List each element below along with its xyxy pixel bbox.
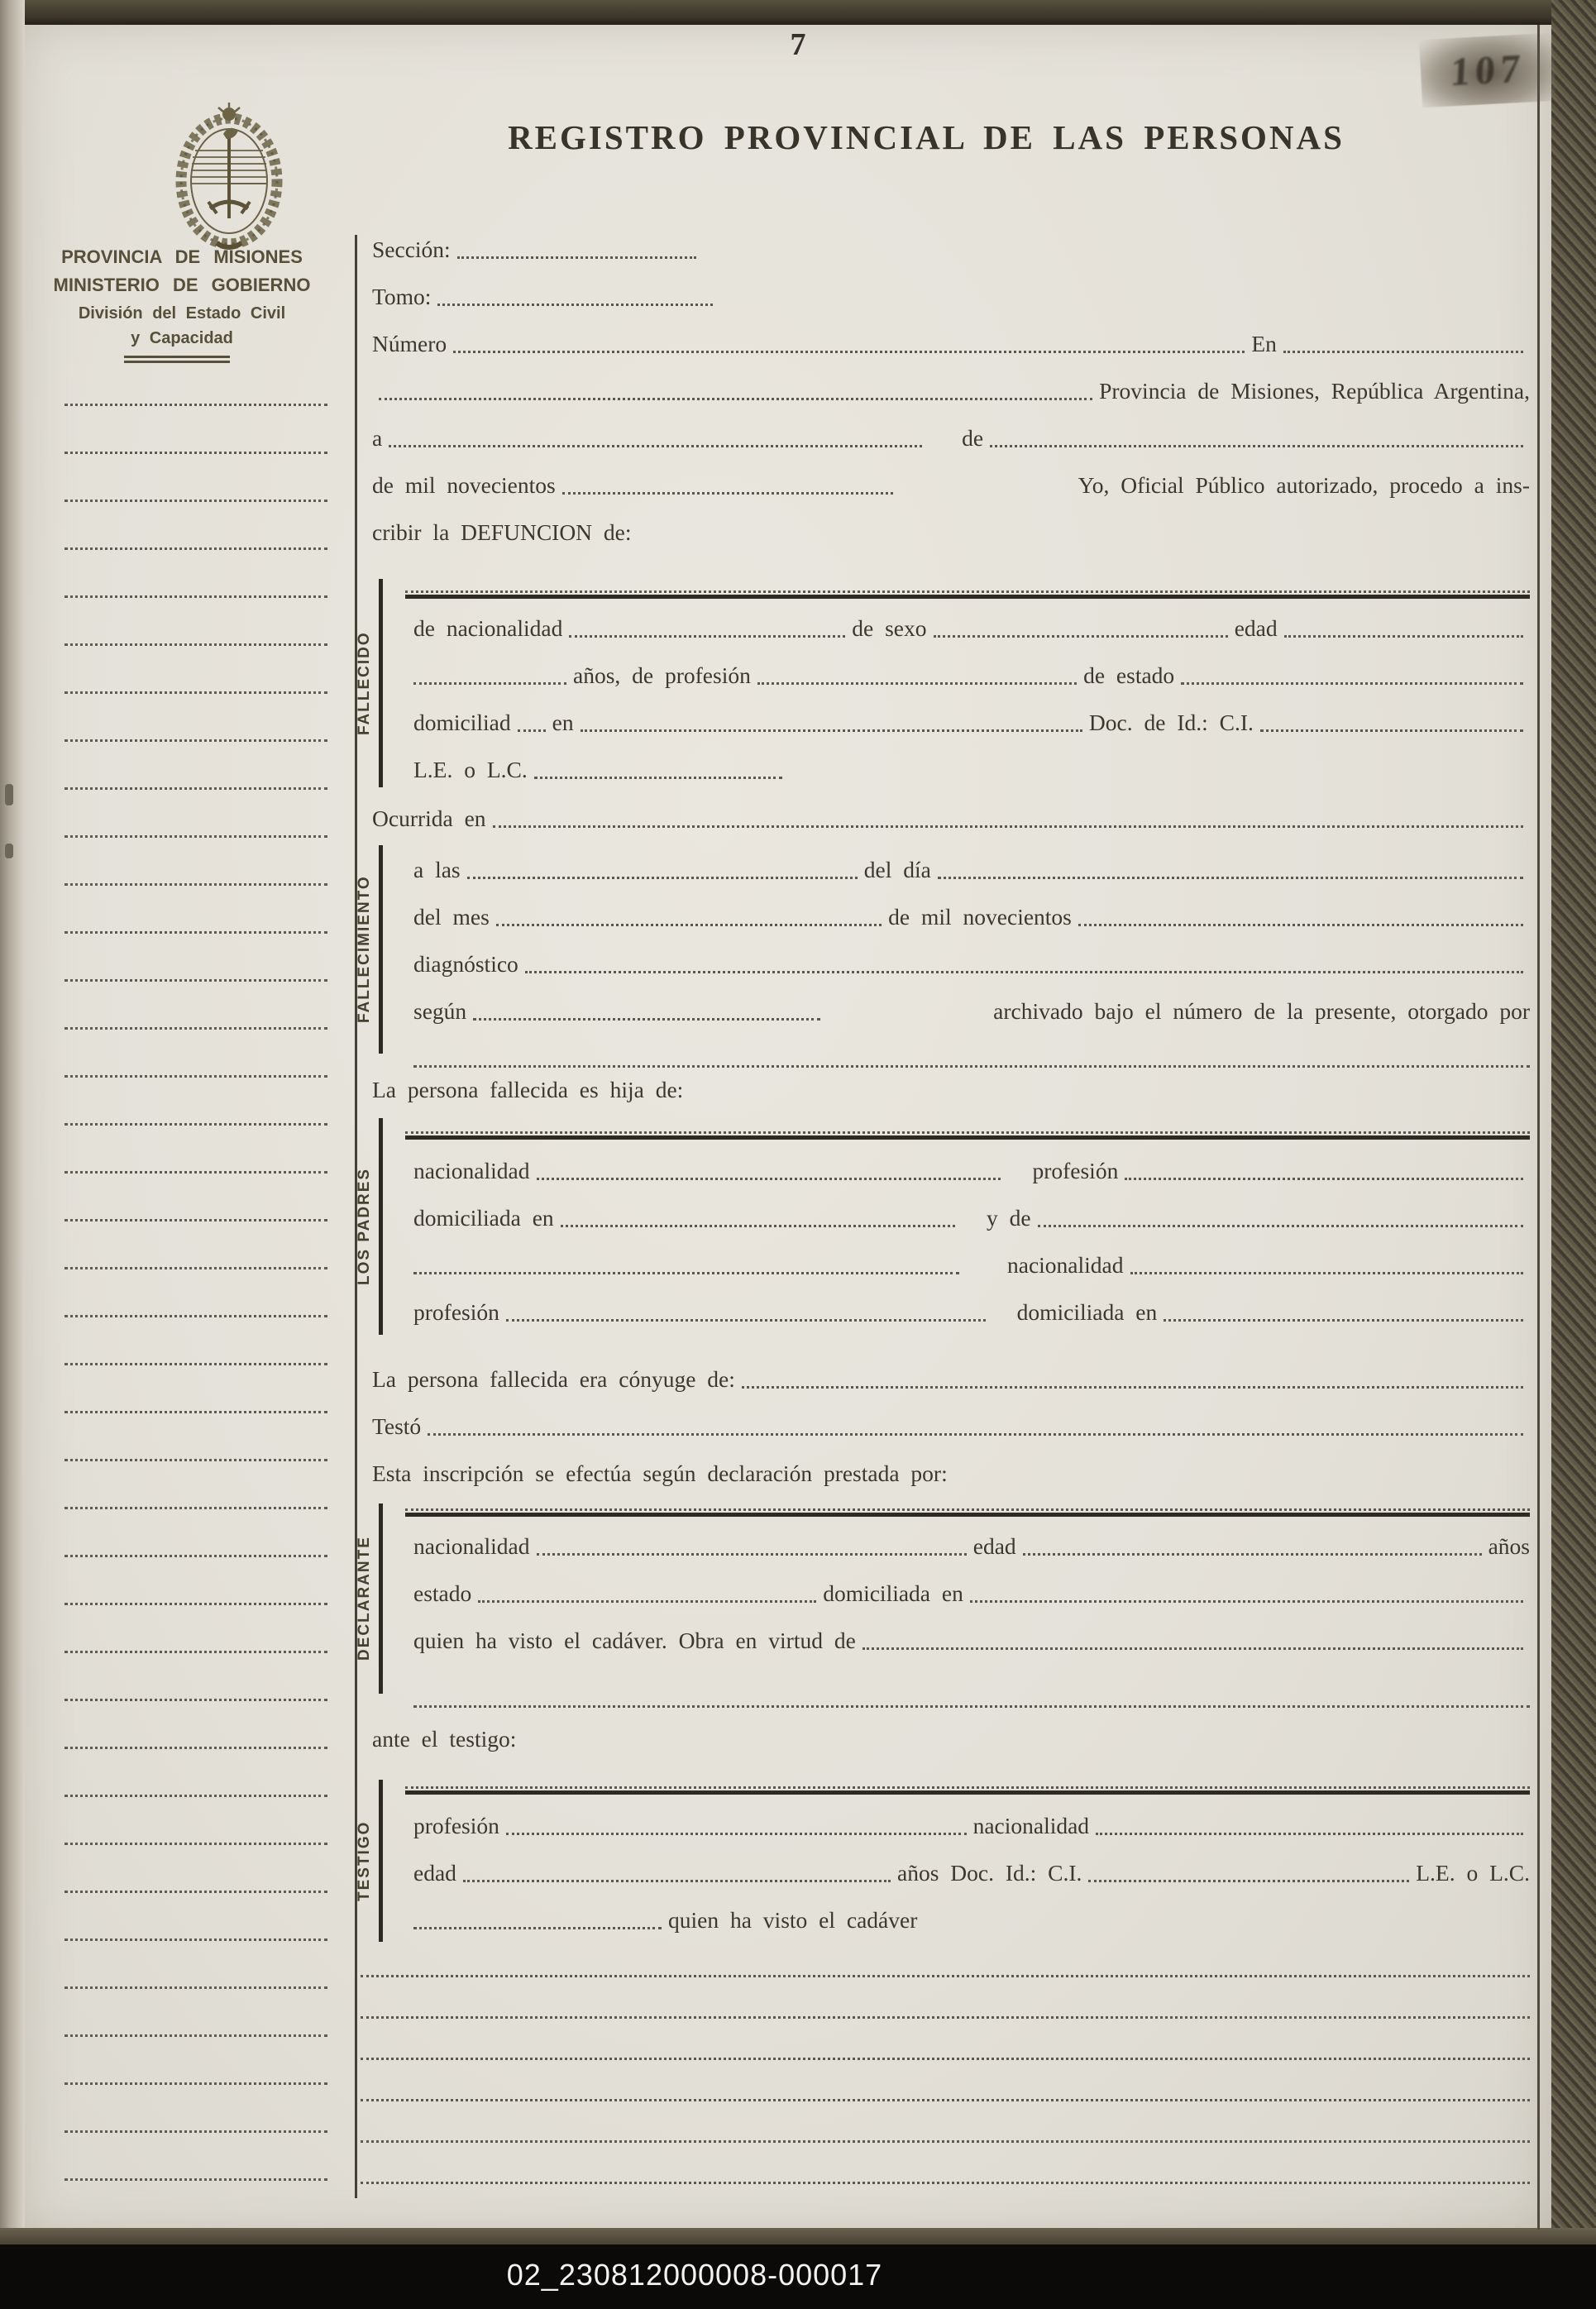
a-label: a bbox=[372, 425, 383, 451]
book-cloth-edge bbox=[1551, 0, 1596, 2241]
declarante-row-4 bbox=[413, 1682, 1530, 1712]
fallecimiento-section-label: FALLECIMIENTO bbox=[356, 875, 373, 1024]
margin-note-line bbox=[65, 931, 327, 934]
fallecido-nacionalidad-blank bbox=[569, 635, 845, 638]
fallecido-sexo-label: de sexo bbox=[852, 615, 927, 641]
numero-label: Número bbox=[372, 331, 447, 356]
padres-row-2 bbox=[413, 1202, 1530, 1231]
declarante-estado-label: estado bbox=[413, 1580, 472, 1606]
padre-domiciliada-label: domiciliada en bbox=[413, 1205, 554, 1231]
line-inscripcion bbox=[372, 1457, 1364, 1487]
page-right-rule bbox=[1537, 25, 1540, 2230]
inscripcion-text: Esta inscripción se efectúa según declaración prestada por: bbox=[372, 1460, 948, 1486]
testigo-profesion-label: profesión bbox=[413, 1813, 499, 1838]
binding-stitch bbox=[5, 784, 13, 806]
padres-row-3 bbox=[413, 1249, 1530, 1279]
segun-blank bbox=[473, 1018, 820, 1021]
y-de-label: y de bbox=[986, 1205, 1031, 1231]
margin-note-line bbox=[65, 1651, 327, 1653]
fallecido-name-blank bbox=[405, 590, 1530, 599]
fallecido-doc-id-label: Doc. de Id.: C.I. bbox=[1088, 710, 1254, 735]
provincia-blank bbox=[379, 398, 1092, 400]
closing-note-line bbox=[361, 2099, 1530, 2101]
fallecimiento-row-4 bbox=[413, 995, 1530, 1025]
fallecido-bracket-rule bbox=[379, 579, 383, 787]
madre-nacionalidad-blank bbox=[1130, 1272, 1524, 1274]
margin-note-line bbox=[65, 1843, 327, 1845]
anio-blank bbox=[562, 492, 893, 495]
org-name-province: PROVINCIA DE MISIONES bbox=[61, 246, 303, 267]
conyuge-blank bbox=[742, 1386, 1523, 1389]
numero-blank bbox=[453, 351, 1245, 353]
fallecido-domiciliad-suffix-blank bbox=[518, 729, 546, 732]
declarante-quien-text: quien ha visto el cadáver. Obra en virtud de bbox=[413, 1628, 856, 1653]
archivado-text: archivado bajo el número de la presente, otorgado por bbox=[993, 998, 1530, 1024]
padre-profesion-blank bbox=[1125, 1178, 1523, 1180]
fallecido-domiciliad-label: domiciliad bbox=[413, 710, 511, 735]
testigo-section-label: TESTIGO bbox=[356, 1820, 373, 1901]
testigo-nacionalidad-blank bbox=[1096, 1833, 1523, 1835]
field-numero-en bbox=[372, 327, 1530, 357]
seccion-label: Sección: bbox=[372, 237, 451, 262]
margin-note-line bbox=[65, 547, 327, 550]
margin-note-line bbox=[65, 787, 327, 790]
fallecimiento-row-5 bbox=[413, 1042, 1530, 1072]
fallecido-row-4 bbox=[413, 753, 1530, 783]
hora-blank bbox=[467, 877, 858, 879]
argentina-coat-of-arms-emblem bbox=[159, 103, 299, 255]
margin-note-line bbox=[65, 1027, 327, 1030]
margin-note-line bbox=[65, 1699, 327, 1701]
madre-name-blank bbox=[1038, 1225, 1523, 1227]
fallecido-sexo-blank bbox=[934, 635, 1228, 638]
madre-domiciliada-label: domiciliada en bbox=[1016, 1299, 1158, 1325]
closing-note-line bbox=[361, 2140, 1530, 2143]
conyuge-text: La persona fallecida era cónyuge de: bbox=[372, 1366, 735, 1392]
org-name-division-line1: División del Estado Civil bbox=[78, 304, 286, 323]
anio-fallecimiento-blank bbox=[1078, 924, 1523, 926]
padre-profesion-label: profesión bbox=[1032, 1158, 1119, 1183]
margin-note-line bbox=[65, 643, 327, 646]
del-dia-label: del día bbox=[863, 857, 931, 882]
page-number: 7 bbox=[790, 27, 806, 62]
testo-label: Testó bbox=[372, 1413, 422, 1439]
fallecido-edad-label: edad bbox=[1234, 615, 1278, 641]
testigo-name-blank bbox=[405, 1786, 1530, 1795]
los-padres-section-label: LOS PADRES bbox=[356, 1167, 373, 1286]
fallecimiento-row-3 bbox=[413, 948, 1530, 978]
closing-note-line bbox=[361, 1975, 1530, 1977]
scan-reference-code: 02_230812000008-000017 bbox=[506, 2258, 883, 2292]
margin-note-line bbox=[65, 1603, 327, 1605]
cribir-text: cribir la DEFUNCION de: bbox=[372, 519, 632, 545]
fallecido-estado-label: de estado bbox=[1083, 662, 1175, 688]
madre-name-cont-blank bbox=[413, 1272, 959, 1274]
margin-note-line bbox=[65, 1507, 327, 1509]
hija-de-text: La persona fallecida es hija de: bbox=[372, 1077, 684, 1102]
line-provincia bbox=[372, 375, 1530, 404]
fallecido-estado-blank bbox=[1181, 682, 1523, 685]
margin-note-line bbox=[65, 1459, 327, 1461]
field-seccion bbox=[372, 233, 703, 263]
declarante-row-1 bbox=[413, 1530, 1530, 1560]
binding-stitch bbox=[5, 844, 13, 858]
margin-note-line bbox=[65, 2082, 327, 2085]
fallecido-domicilio-blank bbox=[581, 729, 1082, 732]
diagnostico-blank bbox=[525, 971, 1523, 973]
fallecido-anos-blank bbox=[413, 682, 566, 685]
book-edge-left bbox=[0, 0, 25, 2309]
padre-name-blank bbox=[405, 1131, 1530, 1140]
margin-note-line bbox=[65, 1411, 327, 1413]
testigo-bracket-rule bbox=[379, 1780, 383, 1942]
declarante-bracket-rule bbox=[379, 1503, 383, 1694]
de-mil-label: de mil novecientos bbox=[372, 472, 556, 498]
declarante-anos-label: años bbox=[1488, 1533, 1530, 1559]
diagnostico-label: diagnóstico bbox=[413, 951, 518, 977]
book-edge-bottom bbox=[0, 2228, 1596, 2246]
a-las-label: a las bbox=[413, 857, 461, 882]
testigo-quien-text: quien ha visto el cadáver bbox=[668, 1907, 918, 1933]
del-mes-label: del mes bbox=[413, 904, 490, 930]
field-testo bbox=[372, 1410, 1530, 1440]
margin-note-line bbox=[65, 2034, 327, 2037]
declarante-name-blank bbox=[405, 1508, 1530, 1517]
margin-note-line bbox=[65, 979, 327, 982]
testigo-profesion-blank bbox=[506, 1833, 967, 1835]
fallecido-ci-blank bbox=[1260, 729, 1523, 732]
margin-note-line bbox=[65, 2178, 327, 2181]
line-cribir bbox=[372, 516, 1034, 546]
tomo-blank bbox=[437, 304, 713, 306]
section-declarante bbox=[356, 1503, 1530, 1694]
yo-oficial-text: Yo, Oficial Público autorizado, procedo a ins- bbox=[1078, 472, 1530, 498]
margin-note-line bbox=[65, 1075, 327, 1078]
margin-note-line bbox=[65, 2130, 327, 2133]
margin-note-line bbox=[65, 404, 327, 406]
declarante-row-2 bbox=[413, 1577, 1530, 1607]
margin-note-line bbox=[65, 1747, 327, 1749]
ocurrida-label: Ocurrida en bbox=[372, 806, 486, 831]
en-blank bbox=[1283, 351, 1523, 353]
section-los-padres bbox=[356, 1118, 1530, 1335]
margin-note-line bbox=[65, 1123, 327, 1126]
madre-profesion-label: profesión bbox=[413, 1299, 499, 1325]
fallecido-nacionalidad-label: de nacionalidad bbox=[413, 615, 563, 641]
field-tomo bbox=[372, 280, 719, 310]
de-label: de bbox=[962, 425, 984, 451]
inked-number-stamp bbox=[1419, 33, 1556, 108]
madre-profesion-blank bbox=[506, 1319, 986, 1322]
line-ante-testigo bbox=[372, 1723, 868, 1752]
closing-note-line bbox=[361, 2058, 1530, 2060]
padre-domicilio-blank bbox=[561, 1225, 955, 1227]
madre-domicilio-blank bbox=[1164, 1319, 1523, 1322]
margin-note-line bbox=[65, 1939, 327, 1941]
org-name-ministry: MINISTERIO DE GOBIERNO bbox=[53, 275, 311, 295]
testigo-anos-doc-label: años Doc. Id.: C.I. bbox=[897, 1860, 1082, 1886]
field-ocurrida bbox=[372, 802, 1530, 832]
en-label: En bbox=[1251, 331, 1277, 356]
declarante-edad-label: edad bbox=[972, 1533, 1016, 1559]
declarante-cont-blank bbox=[413, 1705, 1530, 1708]
closing-note-lines bbox=[361, 1975, 1530, 2184]
closing-note-line bbox=[361, 2182, 1530, 2184]
margin-note-line bbox=[65, 1267, 327, 1269]
margin-note-line bbox=[65, 835, 327, 838]
margin-note-line bbox=[65, 1555, 327, 1557]
testigo-nacionalidad-label: nacionalidad bbox=[972, 1813, 1090, 1838]
los-padres-bracket-rule bbox=[379, 1118, 383, 1335]
margin-note-line bbox=[65, 1363, 327, 1365]
declarante-row-3 bbox=[413, 1624, 1530, 1654]
margin-note-line bbox=[65, 1986, 327, 1989]
padre-nacionalidad-blank bbox=[537, 1178, 1001, 1180]
fallecido-row-1 bbox=[413, 612, 1530, 642]
margin-note-line bbox=[65, 691, 327, 694]
fallecido-le-lc-label: L.E. o L.C. bbox=[413, 757, 528, 782]
testo-blank bbox=[428, 1433, 1523, 1436]
madre-nacionalidad-label: nacionalidad bbox=[1007, 1252, 1124, 1278]
ante-testigo-text: ante el testigo: bbox=[372, 1726, 517, 1752]
margin-note-line bbox=[65, 883, 327, 886]
ocurrida-blank bbox=[493, 825, 1523, 828]
margin-note-line bbox=[65, 1891, 327, 1893]
book-edge-top bbox=[0, 0, 1596, 25]
closing-note-line bbox=[361, 2016, 1530, 2019]
mes-fallecimiento-blank bbox=[496, 924, 882, 926]
field-dia-mes bbox=[372, 422, 1530, 452]
testigo-row-3 bbox=[413, 1904, 1530, 1934]
testigo-ci-blank bbox=[1088, 1880, 1409, 1882]
stamp-number: 107 bbox=[1449, 46, 1527, 94]
padres-row-1 bbox=[413, 1154, 1530, 1184]
declarante-domicilio-blank bbox=[970, 1600, 1523, 1603]
margin-note-line bbox=[65, 1315, 327, 1317]
field-anio bbox=[372, 469, 1530, 499]
margin-note-line bbox=[65, 500, 327, 502]
section-fallecido bbox=[356, 579, 1530, 787]
dia-fallecimiento-blank bbox=[938, 877, 1523, 879]
testigo-quien-blank bbox=[413, 1927, 662, 1929]
margin-note-line bbox=[65, 1795, 327, 1797]
declarante-nacionalidad-label: nacionalidad bbox=[413, 1533, 530, 1559]
document-title: REGISTRO PROVINCIAL DE LAS PERSONAS bbox=[508, 118, 1345, 156]
fallecimiento-row-2 bbox=[413, 901, 1530, 930]
margin-note-line bbox=[65, 452, 327, 454]
margin-note-line bbox=[65, 1171, 327, 1174]
org-name-division-line2: y Capacidad bbox=[131, 329, 233, 347]
fallecido-le-lc-blank bbox=[534, 777, 782, 779]
declarante-nacionalidad-blank bbox=[537, 1553, 967, 1556]
testigo-row-2 bbox=[413, 1857, 1530, 1886]
margin-note-line bbox=[65, 1219, 327, 1221]
declarante-edad-blank bbox=[1023, 1553, 1482, 1556]
fallecido-profesion-blank bbox=[757, 682, 1077, 685]
field-conyuge bbox=[372, 1363, 1530, 1393]
line-hija-de bbox=[372, 1073, 1116, 1103]
margin-note-lines bbox=[65, 404, 327, 2181]
testigo-edad-label: edad bbox=[413, 1860, 456, 1886]
declarante-virtud-blank bbox=[863, 1647, 1523, 1650]
fallecido-edad-blank bbox=[1284, 635, 1523, 638]
declarante-domiciliada-label: domiciliada en bbox=[823, 1580, 963, 1606]
org-double-underline bbox=[124, 356, 230, 363]
margin-note-line bbox=[65, 739, 327, 742]
dia-blank bbox=[389, 445, 922, 447]
testigo-le-lc-label: L.E. o L.C. bbox=[1416, 1860, 1530, 1886]
section-testigo bbox=[356, 1780, 1530, 1942]
tomo-label: Tomo: bbox=[372, 284, 432, 309]
fallecido-row-3 bbox=[413, 706, 1530, 736]
padre-nacionalidad-label: nacionalidad bbox=[413, 1158, 530, 1183]
fallecido-section-label: FALLECIDO bbox=[356, 631, 373, 735]
declarante-estado-blank bbox=[478, 1600, 816, 1603]
segun-label: según bbox=[413, 998, 467, 1024]
fallecido-anos-profesion-label: años, de profesión bbox=[573, 662, 751, 688]
seccion-blank bbox=[457, 256, 696, 259]
declarante-section-label: DECLARANTE bbox=[356, 1536, 373, 1661]
margin-note-line bbox=[65, 595, 327, 598]
fallecimiento-row-1 bbox=[413, 853, 1530, 883]
padres-row-4 bbox=[413, 1296, 1530, 1326]
de-mil-novecientos-label: de mil novecientos bbox=[888, 904, 1072, 930]
otorgado-blank bbox=[413, 1065, 1530, 1068]
fallecimiento-bracket-rule bbox=[379, 845, 383, 1054]
fallecido-row-2 bbox=[413, 659, 1530, 689]
testigo-row-1 bbox=[413, 1809, 1530, 1839]
section-fallecimiento bbox=[356, 845, 1530, 1054]
fallecido-en-label: en bbox=[552, 710, 574, 735]
testigo-edad-blank bbox=[463, 1880, 891, 1882]
provincia-text: Provincia de Misiones, República Argentina, bbox=[1099, 378, 1530, 404]
mes-blank bbox=[990, 445, 1523, 447]
